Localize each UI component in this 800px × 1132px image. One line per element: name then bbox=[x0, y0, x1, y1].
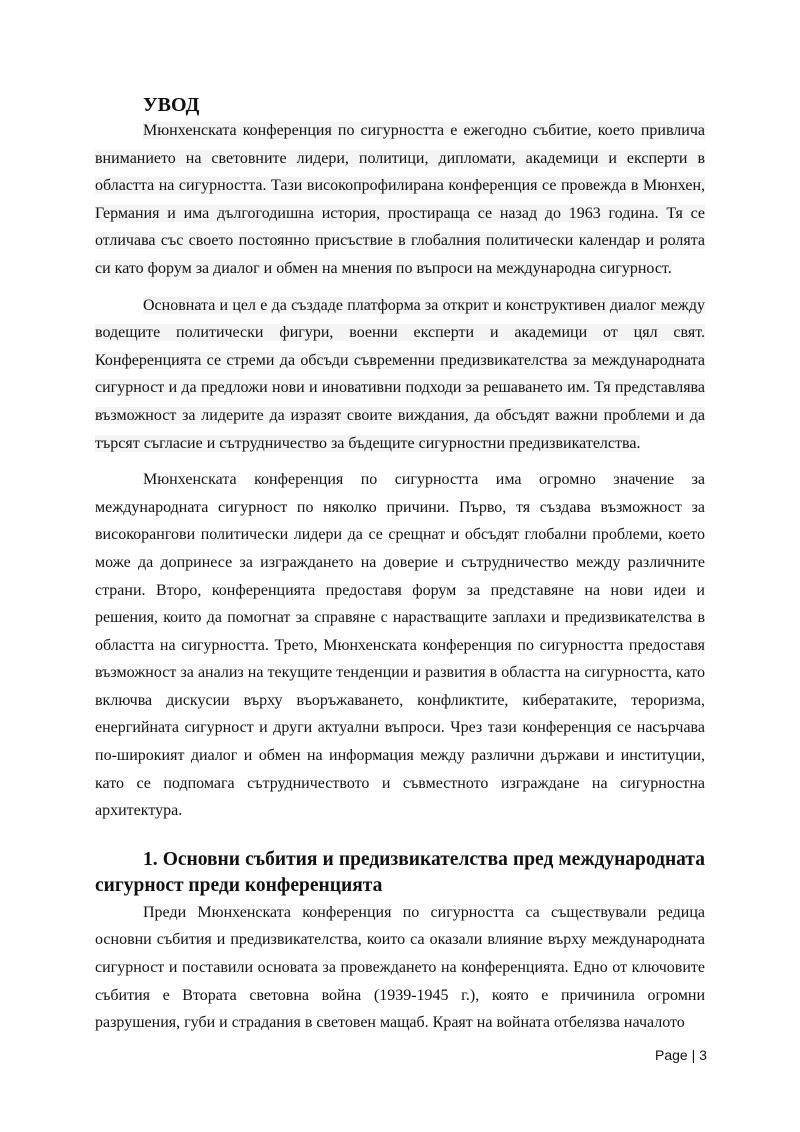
paragraph-3: Мюнхенската конференция по сигурността има огромно значение за международната сигурност по няколко причини. Първо, тя създава възможност за високорангови политически лидери да се срещнат и обсъдят глобални проблеми, което може да допринесе за изграждането на доверие и сътрудничество между различните страни. Второ, конференцията предоставя форум за представяне на нови идеи и решения, които да помогнат за справяне с нарастващите заплахи и предизвикателства в областта на сигурността. Трето, Мюнхенската конференция по сигурността предоставя възможност за анализ на текущите тенденции и развития в областта на сигурността, като включва дискусии върху въоръжаването, конфликтите, кибератаките, тероризма, енергийната сигурност и други актуални въпроси. Чрез тази конференция се насърчава по-широкият диалог и обмен на информация между различни държави и институции, като се подпомага сътрудничеството и съвместното изграждане на сигурностна архитектура. bbox=[95, 471, 705, 820]
section-paragraph: Преди Мюнхенската конференция по сигурността са съществували редица основни събития и предизвикателства, които са оказали влияние върху международната сигурност и поставили основата за провеждането на конференцията. Едно от ключовите събития е Втората световна война (1939-1945 г.), която е причинила огромни разрушения, губи и страдания в световен мащаб. Краят на войната отбелязва началото bbox=[95, 903, 705, 1032]
section-heading: 1. Основни събития и предизвикателства пред международната сигурност преди конференцията bbox=[95, 848, 705, 896]
paragraph-2-text: Основната и цел е да създаде платформа за открит и конструктивен диалог между водещите политически фигури, военни експерти и академици от цял свят. Конференцията се стреми да обсъди съвременни предизвикателства за международната сигурност и да предложи нови и иновативни подходи за решаването им. Тя представлява възможност за лидерите да изразят своите виждания, да обсъдят важни проблеми и да търсят съгласие и сътрудничество за бъдещите сигурностни предизвикателства. bbox=[95, 296, 705, 452]
paragraph-1-text: Мюнхенската конференция по сигурността е ежегодно събитие, което привлича вниманието на световните лидери, политици, дипломати, академици и експерти в областта на сигурността. Тази високопрофилирана конференция се провежда в Мюнхен, Германия и има дългогодишна история, простираща се назад до 1963 година. Тя се отличава със своето постоянно присъствие в глобалния политически календар и ролята си като форум за диалог и обмен на мнения по въпроси на международна сигурност. bbox=[95, 122, 705, 277]
paragraph-2 bbox=[95, 292, 705, 458]
page-content bbox=[95, 93, 705, 1037]
page-number: Page | 3 bbox=[655, 1047, 707, 1063]
paragraph-1 bbox=[95, 117, 705, 283]
intro-heading: УВОД bbox=[143, 94, 200, 116]
